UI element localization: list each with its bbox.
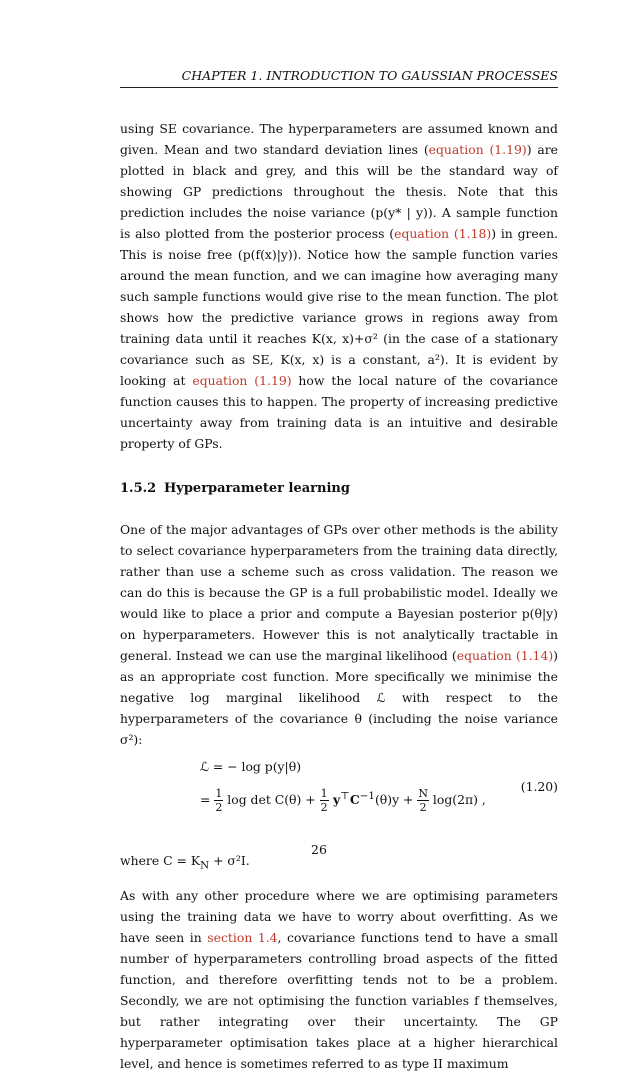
- header-rule: [120, 87, 558, 88]
- paragraph-3: As with any other procedure where we are optimising parameters using the training data we have to worry about overfitting. As we have seen in section 1.4, covariance functions tend to have a small number of hyperparameters controlling broad aspects of the fitted function, and therefore overfitting tends not to be a problem. Secondly, we are not optimising the function variables f themselves, but rather integrating over their uncertainty. The GP hyperparameter optimisation takes place at a higher hierarchical level, and hence is sometimes referred to as type II maximum: [120, 888, 558, 1072]
- paragraph-1: using SE covariance. The hyperparameters are assumed known and given. Mean and two standard deviation lines (equation (1.19)) are plotted in black and grey, and this will be the standard way of showing GP predictions throughout the thesis. Note that this prediction includes the noise variance (p(y* | y)). A sample function is also plotted from the posterior process (equation (1.18)) in green. This is noise free (p(f(x)|y)). Notice how the sample function varies around the mean function, and we can imagine how averaging many such sample functions would give rise to the mean function. The plot shows how the predictive variance grows in regions away from training data until it reaches K(x, x)+σ² (in the case of a stationary covariance such as SE, K(x, x) is a constant, a²). It is evident by looking at equation (1.19) how the local nature of the covariance function causes this to happen. The property of increasing predictive uncertainty away from training data is an intuitive and desirable property of GPs.: [120, 121, 559, 451]
- equation-line-2: = $\frac{1}{2}$ log det C(θ) + $\frac{1}{2}$ $y^⊤C^{-1}(\theta)y$ + $\frac{N}{2}$ log(2π) ,: [200, 787, 486, 815]
- section-number: 1.5.2: [120, 481, 157, 496]
- equation-block: [120, 756, 558, 840]
- paragraph-2: One of the major advantages of GPs over other methods is the ability to select covariance hyperparameters from the training data directly, rather than use a scheme such as cross validation. The reason we can do this is because the GP is a full probabilistic model. Ideally we would like to place a prior and compute a Bayesian posterior p(θ|y) on hyperparameters. However this is not analytically tractable in general. Instead we can use the marginal likelihood (equation (1.14)) as an appropriate cost function. More specifically we minimise the negative log marginal likelihood ℒ with respect to the hyperparameters of the covariance θ (including the noise variance σ²):: [120, 522, 559, 747]
- running-head: CHAPTER 1. INTRODUCTION TO GAUSSIAN PROCESSES: [181, 68, 558, 83]
- section-heading: [120, 478, 558, 499]
- equation-link[interactable]: equation (1.14): [456, 648, 554, 663]
- body-text: [120, 118, 558, 1074]
- section-title: Hyperparameter learning: [164, 481, 350, 496]
- section-link[interactable]: section 1.4: [207, 930, 278, 946]
- page-number: 26: [311, 842, 327, 857]
- equation-line-1: ℒ = − log p(y|θ): [200, 759, 302, 774]
- where-clause: where $C = K_N + \sigma^2I$.: [120, 853, 250, 872]
- equation-link[interactable]: equation (1.19): [192, 373, 292, 388]
- equation-number: (1.20): [520, 779, 558, 794]
- equation-link[interactable]: equation (1.18): [394, 226, 492, 241]
- equation-link[interactable]: equation (1.19): [428, 142, 527, 157]
